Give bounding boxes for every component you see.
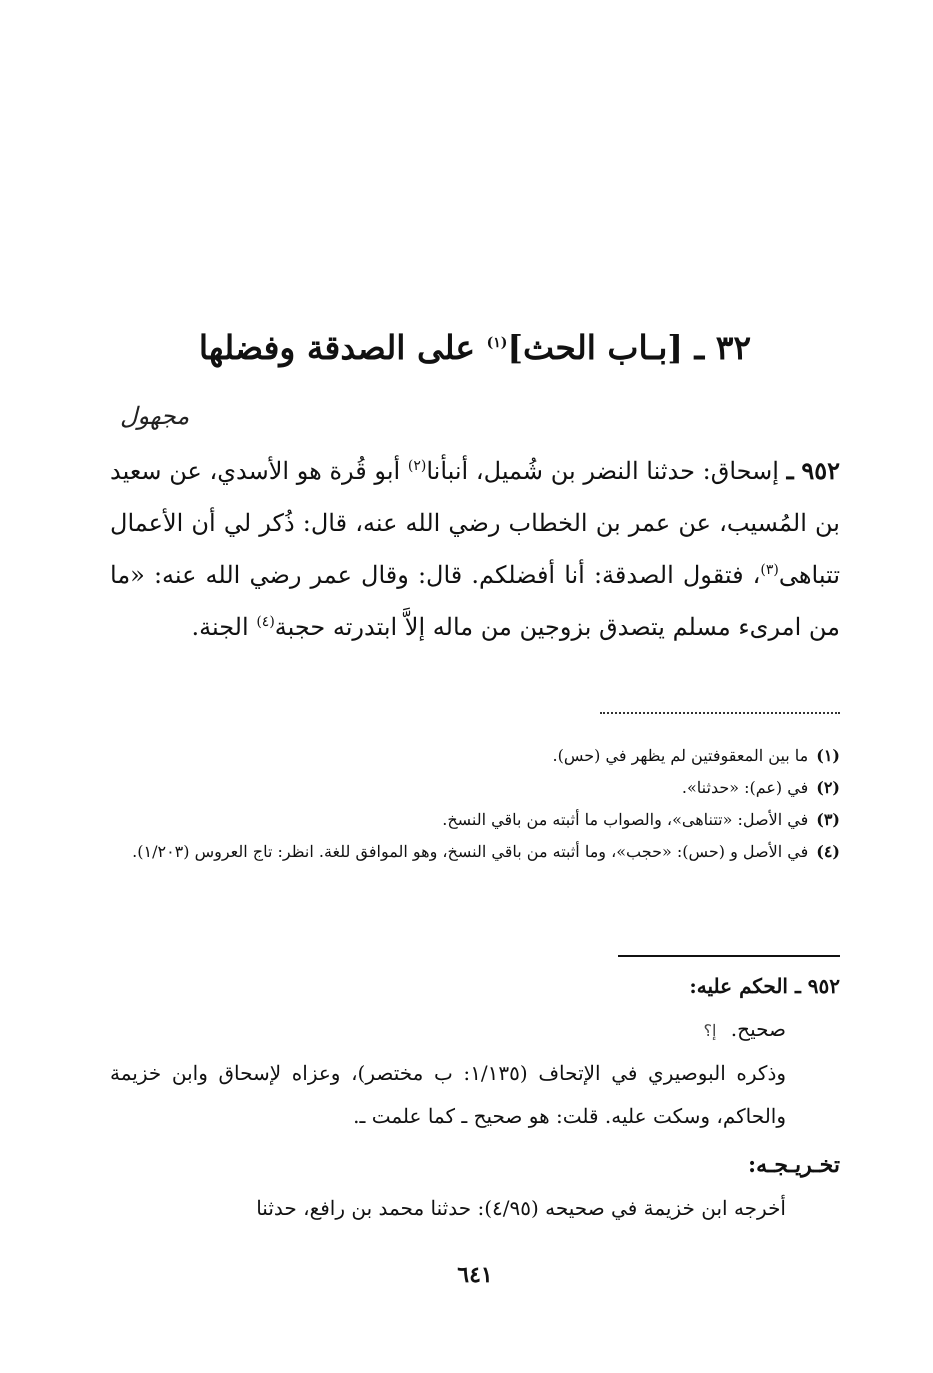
footnote-text: ما بين المعقوفتين لم يظهر في (حس). <box>552 746 809 765</box>
footnote-ref-2: (٢) <box>407 458 427 474</box>
chapter-number: ٣٢ <box>715 328 752 367</box>
handwritten-mark: إ؟ <box>703 1021 717 1040</box>
handwritten-margin-note: مجهول <box>120 402 190 430</box>
takhrij-heading: تخـريـجـه: <box>747 1152 840 1178</box>
hadith-dash: ـ <box>786 456 794 485</box>
takhrij-text: أخرجه ابن خزيمة في صحيحه (٤/٩٥): حدثنا محمد بن رافع، حدثنا <box>256 1196 786 1220</box>
footnote-ref-3: (٣) <box>760 562 779 578</box>
ruling-section <box>110 965 840 1230</box>
chapter-title <box>190 318 760 378</box>
chapter-dash: ـ <box>694 328 705 367</box>
hadith-part-4: الجنة. <box>191 613 249 641</box>
hadith-part-1: إسحاق: حدثنا النضر بن شُميل، أنبأنا <box>426 457 779 485</box>
footnote-1 <box>110 740 840 772</box>
footnote-3 <box>110 804 840 836</box>
ruling-value-line <box>110 1008 840 1052</box>
chapter-bracket-open: [ <box>667 328 684 367</box>
hadith-part-2: أبو قُرة هو الأسدي، عن سعيد بن المُسيب، عن عمر بن الخطاب رضي الله عنه، قال: ذُكر لي أن الأعمال تتباهى <box>110 457 840 589</box>
ruling-paragraph: وذكره البوصيري في الإتحاف (١/١٣٥: ب مختصر)، وعزاه لإسحاق وابن خزيمة والحاكم، وسكت عليه. قلت: هو صحيح ـ كما علمت ـ. <box>110 1061 787 1128</box>
footnote-text: في (عم): «حدثنا». <box>681 778 809 797</box>
footnote-text: في الأصل و (حس): «حجب»، وما أثبته من باقي النسخ، وهو الموافق للغة. انظر: تاج العروس (١/٢٠٣). <box>132 842 809 861</box>
footnote-2 <box>110 772 840 804</box>
hadith-part-3: ، فتقول الصدقة: أنا أفضلكم. قال: وقال عمر رضي الله عنه: «ما من امرىء مسلم يتصدق بزوجين من ماله إلاَّ ابتدرته حجبة <box>110 561 840 641</box>
chapter-title-rest: على الصدقة وفضلها <box>198 328 476 367</box>
footnote-number: (٤) <box>816 842 840 861</box>
chapter-footnote-ref: (١) <box>486 335 508 351</box>
ruling-heading: ٩٥٢ ـ الحكم عليه: <box>689 974 840 998</box>
footnote-number: (٣) <box>816 810 840 829</box>
footnote-4 <box>110 836 840 868</box>
footnote-separator <box>600 712 840 714</box>
ruling-value: صحيح. <box>730 1017 786 1041</box>
footnote-ref-4: (٤) <box>256 614 275 630</box>
hadith-number: ٩٥٢ <box>801 456 840 485</box>
footnote-number: (١) <box>816 746 840 765</box>
hadith-text <box>110 445 840 653</box>
footnote-number: (٢) <box>816 778 840 797</box>
book-page <box>110 0 840 1373</box>
chapter-bracket-text: بـاب الحث <box>523 328 668 367</box>
page-number: ٦٤١ <box>457 1262 493 1288</box>
section-divider <box>618 955 840 957</box>
footnotes <box>110 740 840 868</box>
chapter-bracket-close: ] <box>507 328 523 367</box>
footnote-text: في الأصل: «تتناهى»، والصواب ما أثبته من باقي النسخ. <box>442 810 809 829</box>
